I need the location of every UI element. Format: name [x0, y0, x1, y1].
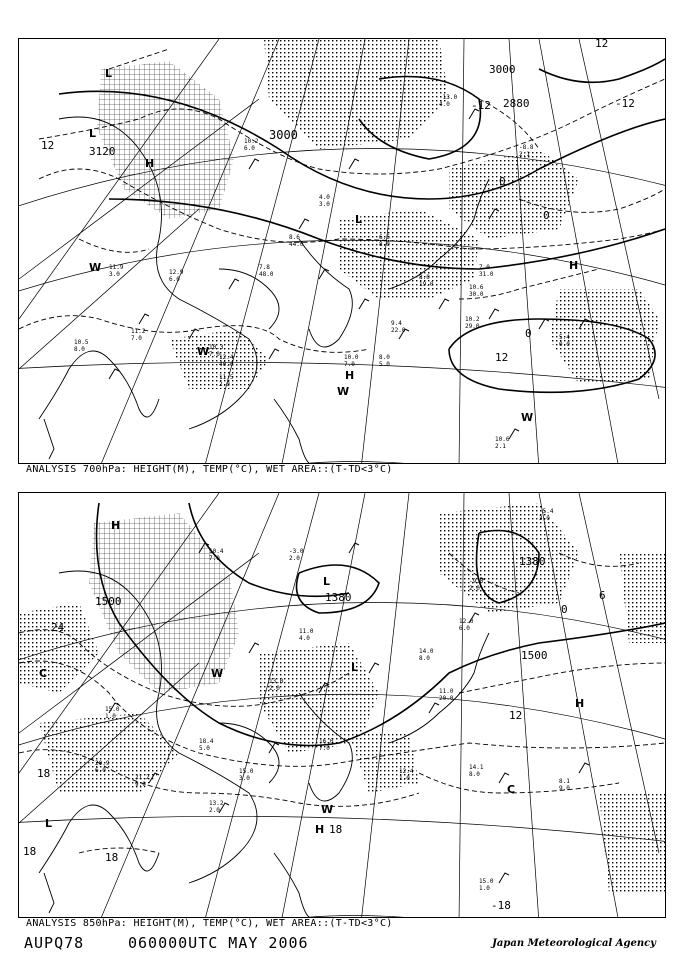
warm-marker: W	[321, 803, 334, 816]
svg-text:30.0: 30.0	[469, 291, 484, 298]
chart-700hpa	[18, 38, 666, 464]
valid-time: 060000UTC MAY 2006	[128, 934, 309, 952]
svg-text:10.2: 10.2	[244, 138, 259, 145]
svg-text:-3.0: -3.0	[289, 548, 304, 555]
low-marker: L	[355, 213, 363, 226]
svg-text:20.0: 20.0	[439, 695, 454, 702]
svg-text:11.0: 11.0	[299, 628, 314, 635]
svg-text:14.0: 14.0	[419, 648, 434, 655]
height-label: 1500	[95, 595, 122, 608]
svg-text:-9.0: -9.0	[469, 578, 484, 585]
svg-text:5.0: 5.0	[199, 745, 210, 752]
svg-text:10.6: 10.6	[469, 284, 484, 291]
svg-text:10.5: 10.5	[74, 339, 89, 346]
station-sample: 12.4 40.0	[219, 354, 234, 368]
warm-marker: W	[337, 385, 350, 398]
station-sample: 14.1 8.0	[469, 764, 484, 778]
svg-text:8.0: 8.0	[419, 655, 430, 662]
station-sample: 11.2 7.0	[131, 328, 146, 342]
svg-text:4.0: 4.0	[319, 194, 330, 201]
temp-label: 0	[525, 327, 532, 340]
svg-text:12.9: 12.9	[169, 269, 184, 276]
temp-label: 12	[595, 39, 609, 50]
svg-text:13.0: 13.0	[269, 678, 284, 685]
temp-label: -12	[615, 97, 635, 110]
svg-text:7.0: 7.0	[319, 745, 330, 752]
svg-text:10.3: 10.3	[209, 344, 224, 351]
svg-text:10.0: 10.0	[344, 354, 359, 361]
svg-text:8.0: 8.0	[74, 346, 85, 353]
svg-text:4.0: 4.0	[299, 635, 310, 642]
station-sample: 10.2 29.0	[465, 316, 480, 330]
svg-text:-5.4: -5.4	[539, 508, 554, 515]
temp-label: -12	[471, 99, 491, 112]
caption-700hpa: ANALYSIS 700hPa: HEIGHT(M), TEMP(°C), WET AREA::(T-TD<3°C)	[26, 464, 393, 475]
svg-text:6.0: 6.0	[169, 276, 180, 283]
wet-areas	[97, 39, 659, 389]
temp-label: 12	[509, 709, 523, 722]
temp-label: 24	[51, 621, 65, 634]
product-id: AUPQ78	[24, 934, 85, 952]
svg-text:10.4: 10.4	[209, 548, 224, 555]
svg-text:5.0: 5.0	[379, 361, 390, 368]
temp-label: 0	[561, 603, 568, 616]
svg-text:11.5: 11.5	[219, 374, 234, 381]
warm-marker: W	[521, 411, 534, 424]
temp-label: 18	[105, 851, 119, 864]
svg-text:1.0: 1.0	[479, 885, 490, 892]
svg-text:7.0: 7.0	[209, 351, 220, 358]
svg-text:7.8: 7.8	[259, 264, 270, 271]
low-marker: L	[351, 661, 359, 674]
svg-text:11.0: 11.0	[439, 688, 454, 695]
temp-label: 12	[41, 139, 55, 152]
low-marker: L	[105, 67, 113, 80]
temp-label: 6	[599, 589, 606, 602]
height-label: 2880	[503, 97, 530, 110]
height-label: 1380	[325, 591, 352, 604]
svg-text:19.0: 19.0	[419, 281, 434, 288]
station-sample: 13.2 2.0	[209, 800, 224, 814]
svg-text:2.1: 2.1	[519, 151, 530, 158]
temp-label: -18	[491, 899, 511, 912]
agency-credit: Japan Meteorological Agency	[492, 938, 656, 949]
svg-text:7.0: 7.0	[344, 361, 355, 368]
warm-marker: W	[211, 667, 224, 680]
cold-marker: C	[39, 667, 48, 680]
temp-label: 12	[495, 351, 509, 364]
svg-text:3.0: 3.0	[109, 271, 120, 278]
low-marker: L	[323, 575, 331, 588]
svg-text:9.0: 9.0	[559, 785, 570, 792]
height-label: 3000	[489, 63, 516, 76]
svg-text:6.0: 6.0	[244, 145, 255, 152]
svg-text:-8.8: -8.8	[519, 144, 534, 151]
svg-text:8.0: 8.0	[379, 241, 390, 248]
high-marker: H	[145, 157, 155, 170]
high-marker: H	[315, 823, 325, 836]
svg-text:44.0: 44.0	[289, 241, 304, 248]
map-700hpa	[19, 39, 665, 463]
svg-text:4.0: 4.0	[439, 101, 450, 108]
height-label: 1500	[521, 649, 548, 662]
warm-marker: W	[197, 345, 210, 358]
high-marker: H	[575, 697, 585, 710]
svg-text:6.6: 6.6	[379, 234, 390, 241]
height-label: 3000	[269, 128, 298, 142]
svg-text:8.0: 8.0	[419, 274, 430, 281]
chart-850hpa	[18, 492, 666, 918]
station-sample: 15.0 1.0	[105, 706, 120, 720]
height-label: 3120	[89, 145, 116, 158]
svg-text:2.0: 2.0	[219, 381, 230, 388]
temp-label: 0	[499, 175, 506, 188]
svg-text:16.0: 16.0	[319, 738, 334, 745]
station-sample: 10.6 2.1	[495, 436, 510, 450]
svg-text:7.0: 7.0	[209, 555, 220, 562]
svg-text:12.0: 12.0	[459, 618, 474, 625]
high-marker: H	[111, 519, 121, 532]
svg-text:5.4: 5.4	[559, 334, 570, 341]
low-marker: L	[89, 127, 97, 140]
svg-text:12.4: 12.4	[399, 768, 414, 775]
svg-text:0.0: 0.0	[559, 341, 570, 348]
cold-marker: C	[507, 783, 516, 796]
map-850hpa	[19, 493, 665, 917]
temp-label: 18	[329, 823, 343, 836]
svg-text:8.1: 8.1	[559, 778, 570, 785]
svg-text:6.0: 6.0	[459, 625, 470, 632]
station-sample: 20.9 6.0	[95, 760, 110, 774]
caption-850hpa: ANALYSIS 850hPa: HEIGHT(M), TEMP(°C), WET AREA::(T-TD<3°C)	[26, 918, 393, 929]
high-marker: H	[345, 369, 355, 382]
svg-text:1.0: 1.0	[399, 775, 410, 782]
svg-text:31.0: 31.0	[479, 271, 494, 278]
svg-text:15.0: 15.0	[479, 878, 494, 885]
svg-text:-13.0: -13.0	[439, 94, 458, 101]
warm-marker: W	[89, 261, 102, 274]
svg-text:8.0: 8.0	[379, 354, 390, 361]
svg-text:7.0: 7.0	[479, 264, 490, 271]
svg-text:3.0: 3.0	[319, 201, 330, 208]
svg-text:18.4: 18.4	[199, 738, 214, 745]
svg-text:2.0: 2.0	[469, 585, 480, 592]
temp-label: 0	[543, 209, 550, 222]
svg-text:2.0: 2.0	[289, 555, 300, 562]
svg-text:48.0: 48.0	[259, 271, 274, 278]
station-sample: 9.4 22.0	[391, 320, 406, 334]
svg-text:11.9: 11.9	[109, 264, 124, 271]
svg-text:3.0: 3.0	[539, 515, 550, 522]
station-sample: 21.2 9.0	[135, 774, 150, 788]
temp-label: 18	[23, 845, 37, 858]
high-marker: H	[569, 259, 579, 272]
svg-text:15.0: 15.0	[239, 768, 254, 775]
temp-label: 18	[37, 767, 51, 780]
svg-text:8.6: 8.6	[289, 234, 300, 241]
low-marker: L	[45, 817, 53, 830]
svg-text:2.0: 2.0	[269, 685, 280, 692]
height-label: 1380	[519, 555, 546, 568]
svg-text:3.0: 3.0	[239, 775, 250, 782]
